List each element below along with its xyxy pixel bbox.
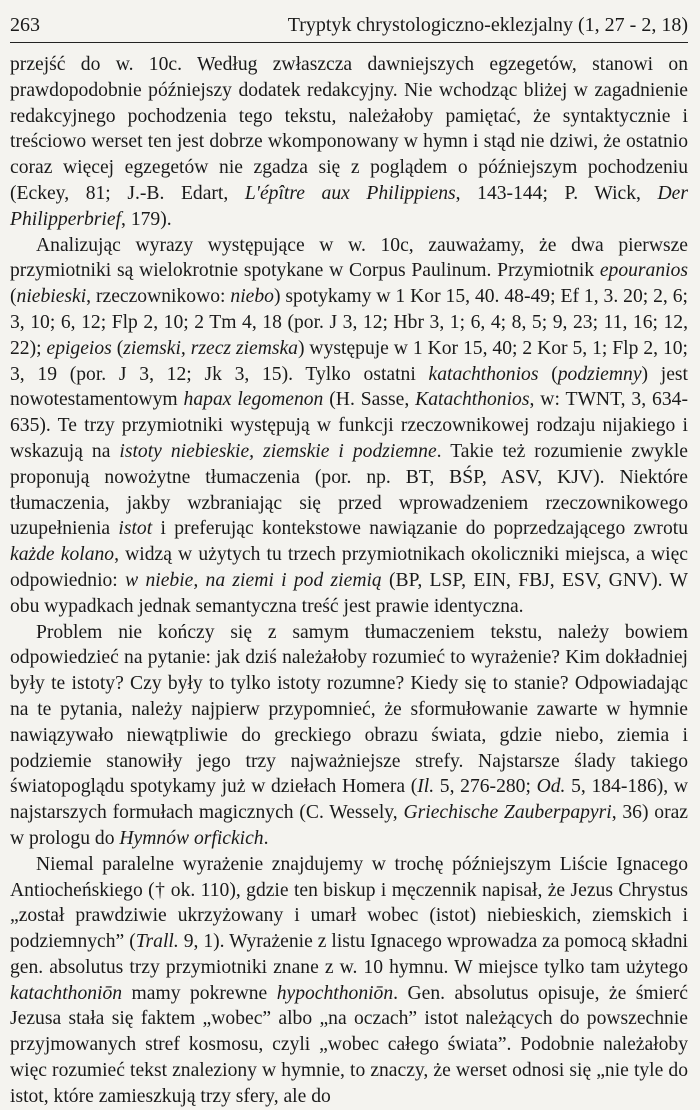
text-run: mamy pokrewne	[122, 982, 277, 1004]
running-head	[10, 12, 688, 43]
italic-run: hypochthoniōn	[276, 982, 394, 1004]
italic-run: katachthonios	[428, 363, 539, 385]
text-run: ) jest nowotestamentowym	[10, 363, 688, 411]
body-text	[10, 52, 688, 1110]
italic-run: katachthoniōn	[10, 982, 123, 1004]
text-run: (H. Sasse,	[323, 389, 416, 411]
italic-run: każde kolano	[10, 544, 115, 566]
italic-run: Der Philipperbrief	[10, 182, 688, 230]
text-run: przejść do w. 10c. Według zwłaszcza dawniejszych egzegetów, stanowi on prawdopodobnie późniejszy dodatek redakcyjny. Nie wchodząc bliżej w zagadnienie redakcyjnego pochodzenia tego tekstu, należałoby pamiętać, że syntaktycznie i treściowo werset ten jest dobrze wkomponowany w hymn i stąd nie dziwi, że ostatnio coraz więcej egzegetów nie zgadza się z poglądem o późniejszym pochodzeniu (Eckey, 81; J.-B. Edart,	[10, 54, 688, 204]
text-run: 5, 184-186), w najstarszych formułach magicznych (C. Wessely,	[10, 776, 688, 824]
text-run: ) występuje w 1 Kor 15, 40; 2 Kor 5, 1; Flp 2, 10; 3, 19 (por. J 3, 12; Jk 3, 15). Tylko ostatni	[10, 337, 688, 385]
italic-run: istot	[118, 518, 153, 540]
italic-run: w niebie, na ziemi i pod ziemią	[125, 569, 382, 591]
italic-run: Hymnów orfickich	[119, 827, 264, 849]
italic-run: Od.	[536, 776, 566, 798]
paragraph-2	[10, 233, 688, 620]
text-run: Analizując wyrazy występujące w w. 10c, zauważamy, że dwa pierwsze przymiotniki są wielokrotnie spotykane w Corpus Paulinum. Przymiotnik	[10, 234, 688, 282]
italic-run: Griechische Zauberpapyri	[403, 802, 612, 824]
text-run: Problem nie kończy się z samym tłumaczeniem tekstu, należy bowiem odpowiedzieć na pytanie: jak dziś należałoby rozumieć to wyrażenie? Kim dokładniej były te istoty? Czy były to tylko istoty rozumne? Kiedy się to stanie? Odpowiadając na te pytania, należy najpierw przypomnieć, że sformułowanie zawarte w hymnie nawiązywało niewątpliwie do greckiego obrazu świata, gdzie niebo, ziemia i podziemie stanowiły jego trzy najważniejsze strefy. Najstarsze ślady takiego światopoglądu spotykamy już w dziełach Homera (	[10, 621, 688, 798]
text-run: , 143-144; P. Wick,	[455, 182, 658, 204]
text-run: 5, 276-280;	[434, 776, 537, 798]
italic-run: Il.	[417, 776, 435, 798]
text-run: (	[10, 286, 17, 308]
running-title: Tryptyk chrystologiczno-eklezjalny (1, 27 - 2, 18)	[287, 14, 688, 36]
text-run: .	[263, 827, 269, 849]
italic-run: epouranios	[599, 260, 688, 282]
text-run: Niemal paralelne wyrażenie znajdujemy w trochę późniejszym Liście Ignacego Antiocheńskiego († ok. 110), gdzie ten biskup i męczennik napisał, że Jezus Chrystus „został prawdziwie ukrzyżowany i umarł wobec (istot) niebieskich, ziemskich i podziemnych” (	[10, 853, 688, 953]
text-run: (	[538, 363, 558, 385]
italic-run: podziemny	[557, 363, 642, 385]
italic-run: niebo	[230, 286, 274, 308]
italic-run: Katachthonios	[415, 389, 530, 411]
text-run: (BP, LSP, EIN, FBJ, ESV, GNV). W obu wypadkach jednak semantyczna treść jest prawie identyczna.	[10, 569, 689, 617]
text-run: . Takie też rozumienie zwykle proponują nowożytne tłumaczenia (por. np. BT, BŚP, ASV, KJV). Niektóre tłumaczenia, jakby wzbraniając się przed wprowadzeniem rzeczownikowego uzupełnienia	[10, 440, 688, 540]
paragraph-1	[10, 52, 688, 233]
italic-run: istoty niebieskie, ziemskie i podziemne	[119, 440, 437, 462]
paragraph-4	[10, 852, 688, 1110]
italic-run: ziemski, rzecz ziemska	[123, 337, 298, 359]
text-run: ) spotykamy w 1 Kor 15, 40. 48-49; Ef 1, 3. 20; 2, 6; 3, 10; 6, 12; Flp 2, 10; 2 Tm 4, 18 (por. J 3, 12; Hbr 3, 1; 6, 4; 8, 5; 9, 23; 11, 16; 12, 22);	[10, 286, 688, 359]
text-run: (	[111, 337, 124, 359]
italic-run: Trall.	[135, 931, 179, 953]
text-run: , rzeczownikowo:	[86, 286, 231, 308]
text-run: i preferując kontekstowe nawiązanie do poprzedzającego zwrotu	[152, 518, 688, 540]
italic-run: hapax legomenon	[183, 389, 324, 411]
page-number: 263	[10, 14, 40, 36]
text-run: . Gen. absolutus opisuje, że śmierć Jezusa stała się faktem „wobec” albo „na oczach” istot należących do powszechnie przyjmowanych stref kosmosu, czyli „wobec całego świata”. Podobnie należałoby więc rozumieć tekst znaleziony w hymnie, to znaczy, że werset odnosi się „nie tyle do istot, które zamieszkują trzy sfery, ale do	[10, 982, 688, 1107]
text-run: 9, 1). Wyrażenie z listu Ignacego wprowadza za pomocą składni gen. absolutus trzy przymiotniki znane z w. 10 hymnu. W miejsce tylko tam użytego	[10, 931, 688, 978]
italic-run: epigeios	[46, 337, 112, 359]
italic-run: niebieski	[16, 286, 87, 308]
italic-run: L'épître aux Philippiens	[244, 182, 456, 204]
paragraph-3	[10, 620, 688, 852]
text-run: , widzą w użytych tu trzech przymiotnikach okoliczniki miejsca, a więc odpowiednio:	[10, 544, 689, 591]
text-run: , w: TWNT, 3, 634-635). Te trzy przymiotniki występują w funkcji rzeczownikowej rodzaju nijakiego i wskazują na	[10, 389, 688, 462]
text-run: , 36) oraz w prologu do	[10, 802, 688, 849]
text-run: , 179).	[121, 208, 172, 230]
